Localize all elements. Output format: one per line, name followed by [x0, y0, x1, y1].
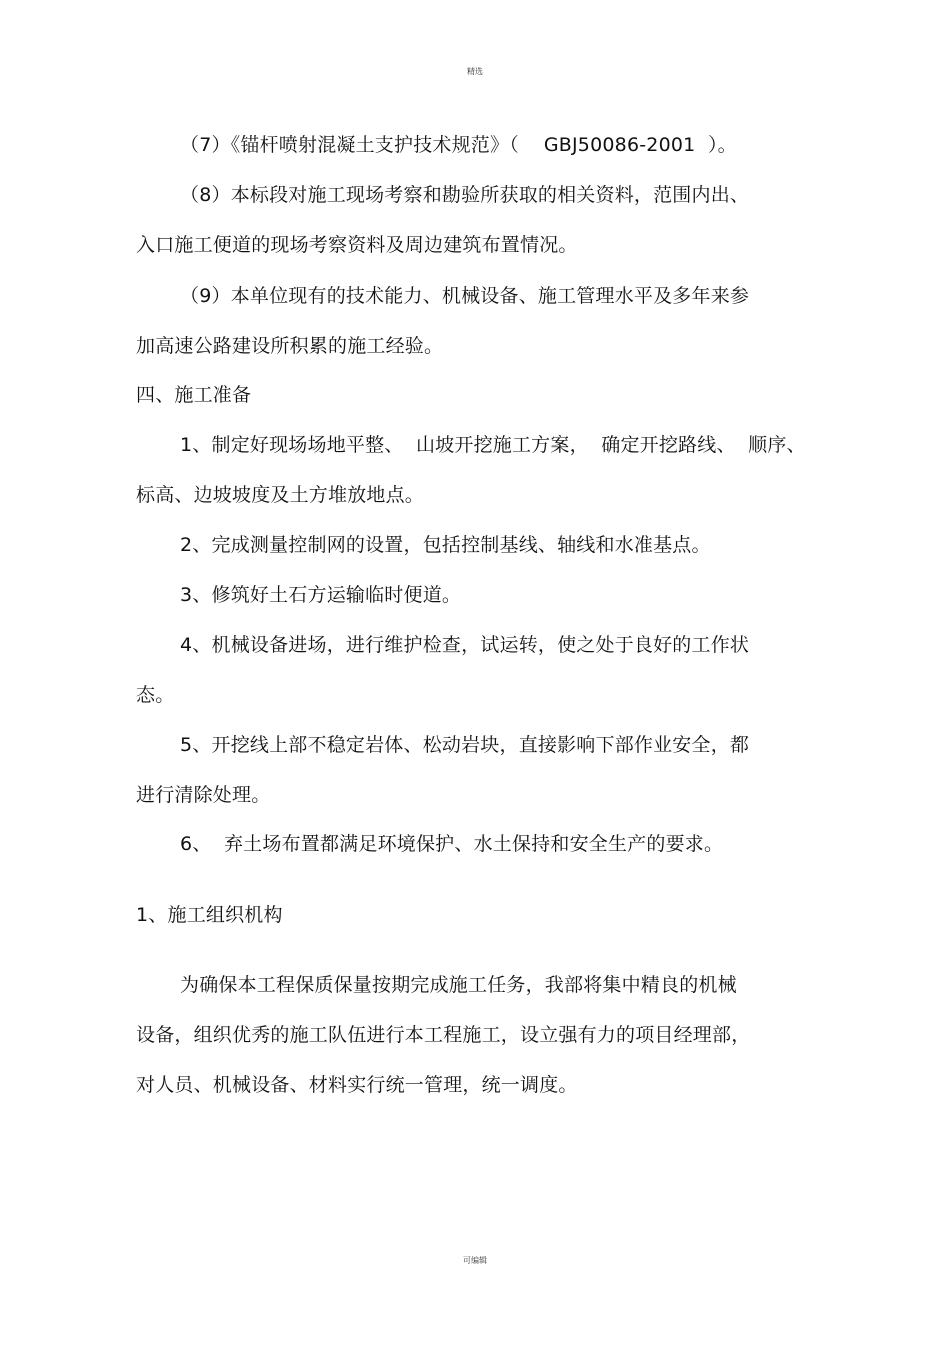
prep-item-3: 3、修筑好土石方运输临时便道。 [180, 584, 462, 606]
reference-item-8: （8）本标段对施工现场考察和勘验所获取的相关资料，范围内出、 [180, 184, 750, 206]
prep-item-6: 6、 弃土场布置都满足环境保护、水土保持和安全生产的要求。 [180, 833, 724, 855]
prep-item-5-cont: 进行清除处理。 [136, 784, 271, 806]
reference-item-9-cont: 加高速公路建设所积累的施工经验。 [136, 335, 444, 357]
prep-item-1: 1、制定好现场场地平整、 山坡开挖施工方案， 确定开挖路线、 顺序、 [180, 434, 806, 456]
prep-item-4-cont: 态。 [136, 684, 175, 706]
reference-item-9: （9）本单位现有的技术能力、机械设备、施工管理水平及多年来参 [180, 285, 750, 307]
reference-item-8-cont: 入口施工便道的现场考察资料及周边建筑布置情况。 [136, 234, 578, 256]
org-paragraph-line-3: 对人员、机械设备、材料实行统一管理，统一调度。 [136, 1074, 578, 1096]
org-paragraph-line-2: 设备，组织优秀的施工队伍进行本工程施工，设立强有力的项目经理部， [136, 1024, 751, 1046]
section-heading: 四、施工准备 [136, 384, 252, 406]
page-footer: 可编辑 [463, 1256, 487, 1265]
prep-item-1-cont: 标高、边坡坡度及土方堆放地点。 [136, 484, 425, 506]
prep-item-2: 2、完成测量控制网的设置，包括控制基线、轴线和水准基点。 [180, 534, 711, 556]
org-paragraph-line-1: 为确保本工程保质保量按期完成施工任务，我部将集中精良的机械 [180, 974, 737, 996]
prep-item-5: 5、开挖线上部不稳定岩体、松动岩块，直接影响下部作业安全，都 [180, 734, 750, 756]
reference-item-7: （7）《锚杆喷射混凝土支护技术规范》（ GBJ50086-2001 ）。 [180, 134, 737, 156]
prep-item-4: 4、机械设备进场，进行维护检查，试运转，使之处于良好的工作状 [180, 634, 750, 656]
page-header: 精选 [467, 67, 483, 76]
subsection-heading: 1、施工组织机构 [136, 904, 283, 926]
